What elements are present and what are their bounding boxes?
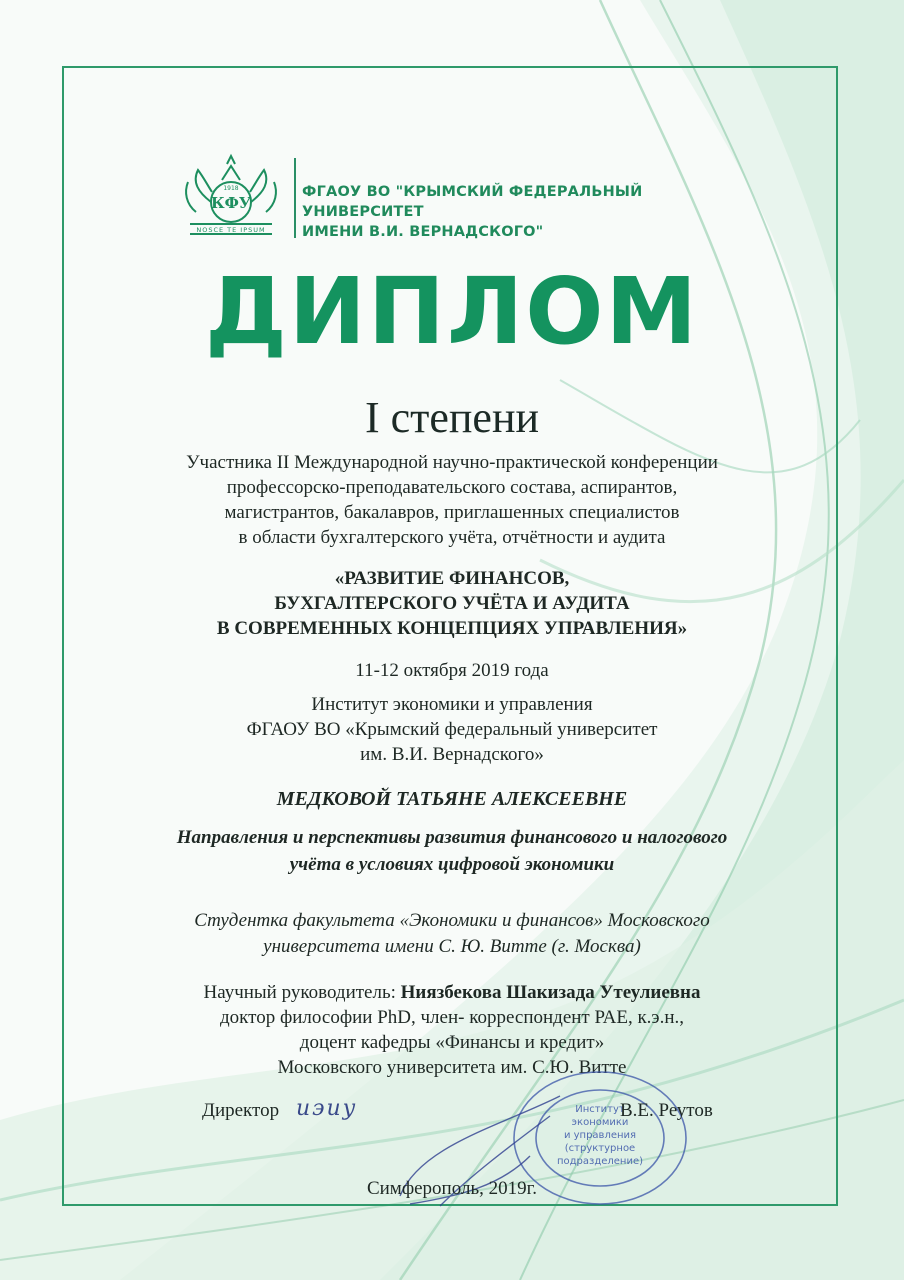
organizer-institution (120, 692, 784, 767)
university-name-line1: ФГАОУ ВО "КРЫМСКИЙ ФЕДЕРАЛЬНЫЙ УНИВЕРСИТЕТ (302, 184, 643, 220)
report-topic (100, 824, 804, 878)
conference-name-line: В СОВРЕМЕННЫХ КОНЦЕПЦИЯХ УПРАВЛЕНИЯ» (216, 618, 688, 639)
stamp-line: Институт (575, 1104, 625, 1115)
svg-text:NOSCE TE IPSUM: NOSCE TE IPSUM (196, 226, 266, 234)
diploma-title: ДИПЛОМ (204, 258, 700, 365)
conference-description-line: профессорско-преподавательского состава, аспирантов, (226, 477, 678, 498)
supervisor-heading (100, 980, 804, 1005)
institution-line: Институт экономики и управления (311, 694, 593, 715)
stamp-line: подразделение) (556, 1156, 644, 1167)
conference-description (120, 450, 784, 550)
conference-description-line: в области бухгалтерского учёта, отчётности и аудита (238, 527, 666, 548)
supervisor-credential-line: доктор философии PhD, член- корреспондент РАЕ, к.э.н., (220, 1007, 684, 1028)
status-line: университета имени С. Ю. Витте (г. Москва) (263, 936, 641, 957)
stamp-line: и управления (563, 1130, 637, 1141)
supervisor-credential-line: доцент кафедры «Финансы и кредит» (299, 1032, 605, 1053)
stamp-line: (структурное (564, 1143, 636, 1154)
city-year: Симферополь, 2019г. (366, 1178, 538, 1199)
conference-description-line: Участника II Международной научно-практической конференции (186, 452, 718, 473)
topic-line: учёта в условиях цифровой экономики (289, 854, 615, 875)
supervisor-credential-line: Московского университета им. С.Ю. Витте (277, 1057, 627, 1078)
svg-text:КФУ: КФУ (210, 194, 252, 212)
institution-line: им. В.И. Вернадского» (360, 744, 544, 765)
director-label: Директор (202, 1100, 280, 1121)
recipient-name: МЕДКОВОЙ ТАТЬЯНЕ АЛЕКСЕЕВНЕ (276, 788, 628, 810)
stamp-line: экономики (571, 1117, 629, 1128)
degree-label: I степени (364, 393, 540, 442)
svg-text:1918: 1918 (223, 185, 239, 192)
university-name-line2: ИМЕНИ В.И. ВЕРНАДСКОГО" (302, 224, 544, 240)
conference-dates: 11-12 октября 2019 года (355, 660, 549, 681)
header-divider (294, 158, 296, 238)
conference-name-line: «РАЗВИТИЕ ФИНАНСОВ, (334, 568, 570, 589)
director-name: В.Е. Реутов (620, 1100, 713, 1121)
university-name (302, 182, 752, 242)
supervisor-name: Ниязбекова Шакизада Утеулиевна (400, 982, 701, 1003)
conference-description-line: магистрантов, бакалавров, приглашенных специалистов (224, 502, 680, 523)
recipient-status (100, 908, 804, 960)
status-line: Студентка факультета «Экономики и финансов» Московского (194, 910, 710, 931)
topic-line: Направления и перспективы развития финансового и налогового (176, 827, 728, 848)
institution-line: ФГАОУ ВО «Крымский федеральный университет (246, 719, 658, 740)
director-signature: иэиу (296, 1096, 358, 1121)
scientific-supervisor (100, 980, 804, 1080)
conference-name (120, 566, 784, 641)
university-emblem-icon (178, 152, 284, 242)
supervisor-label: Научный руководитель: (203, 982, 401, 1003)
conference-name-line: БУХГАЛТЕРСКОГО УЧЁТА И АУДИТА (274, 593, 630, 614)
